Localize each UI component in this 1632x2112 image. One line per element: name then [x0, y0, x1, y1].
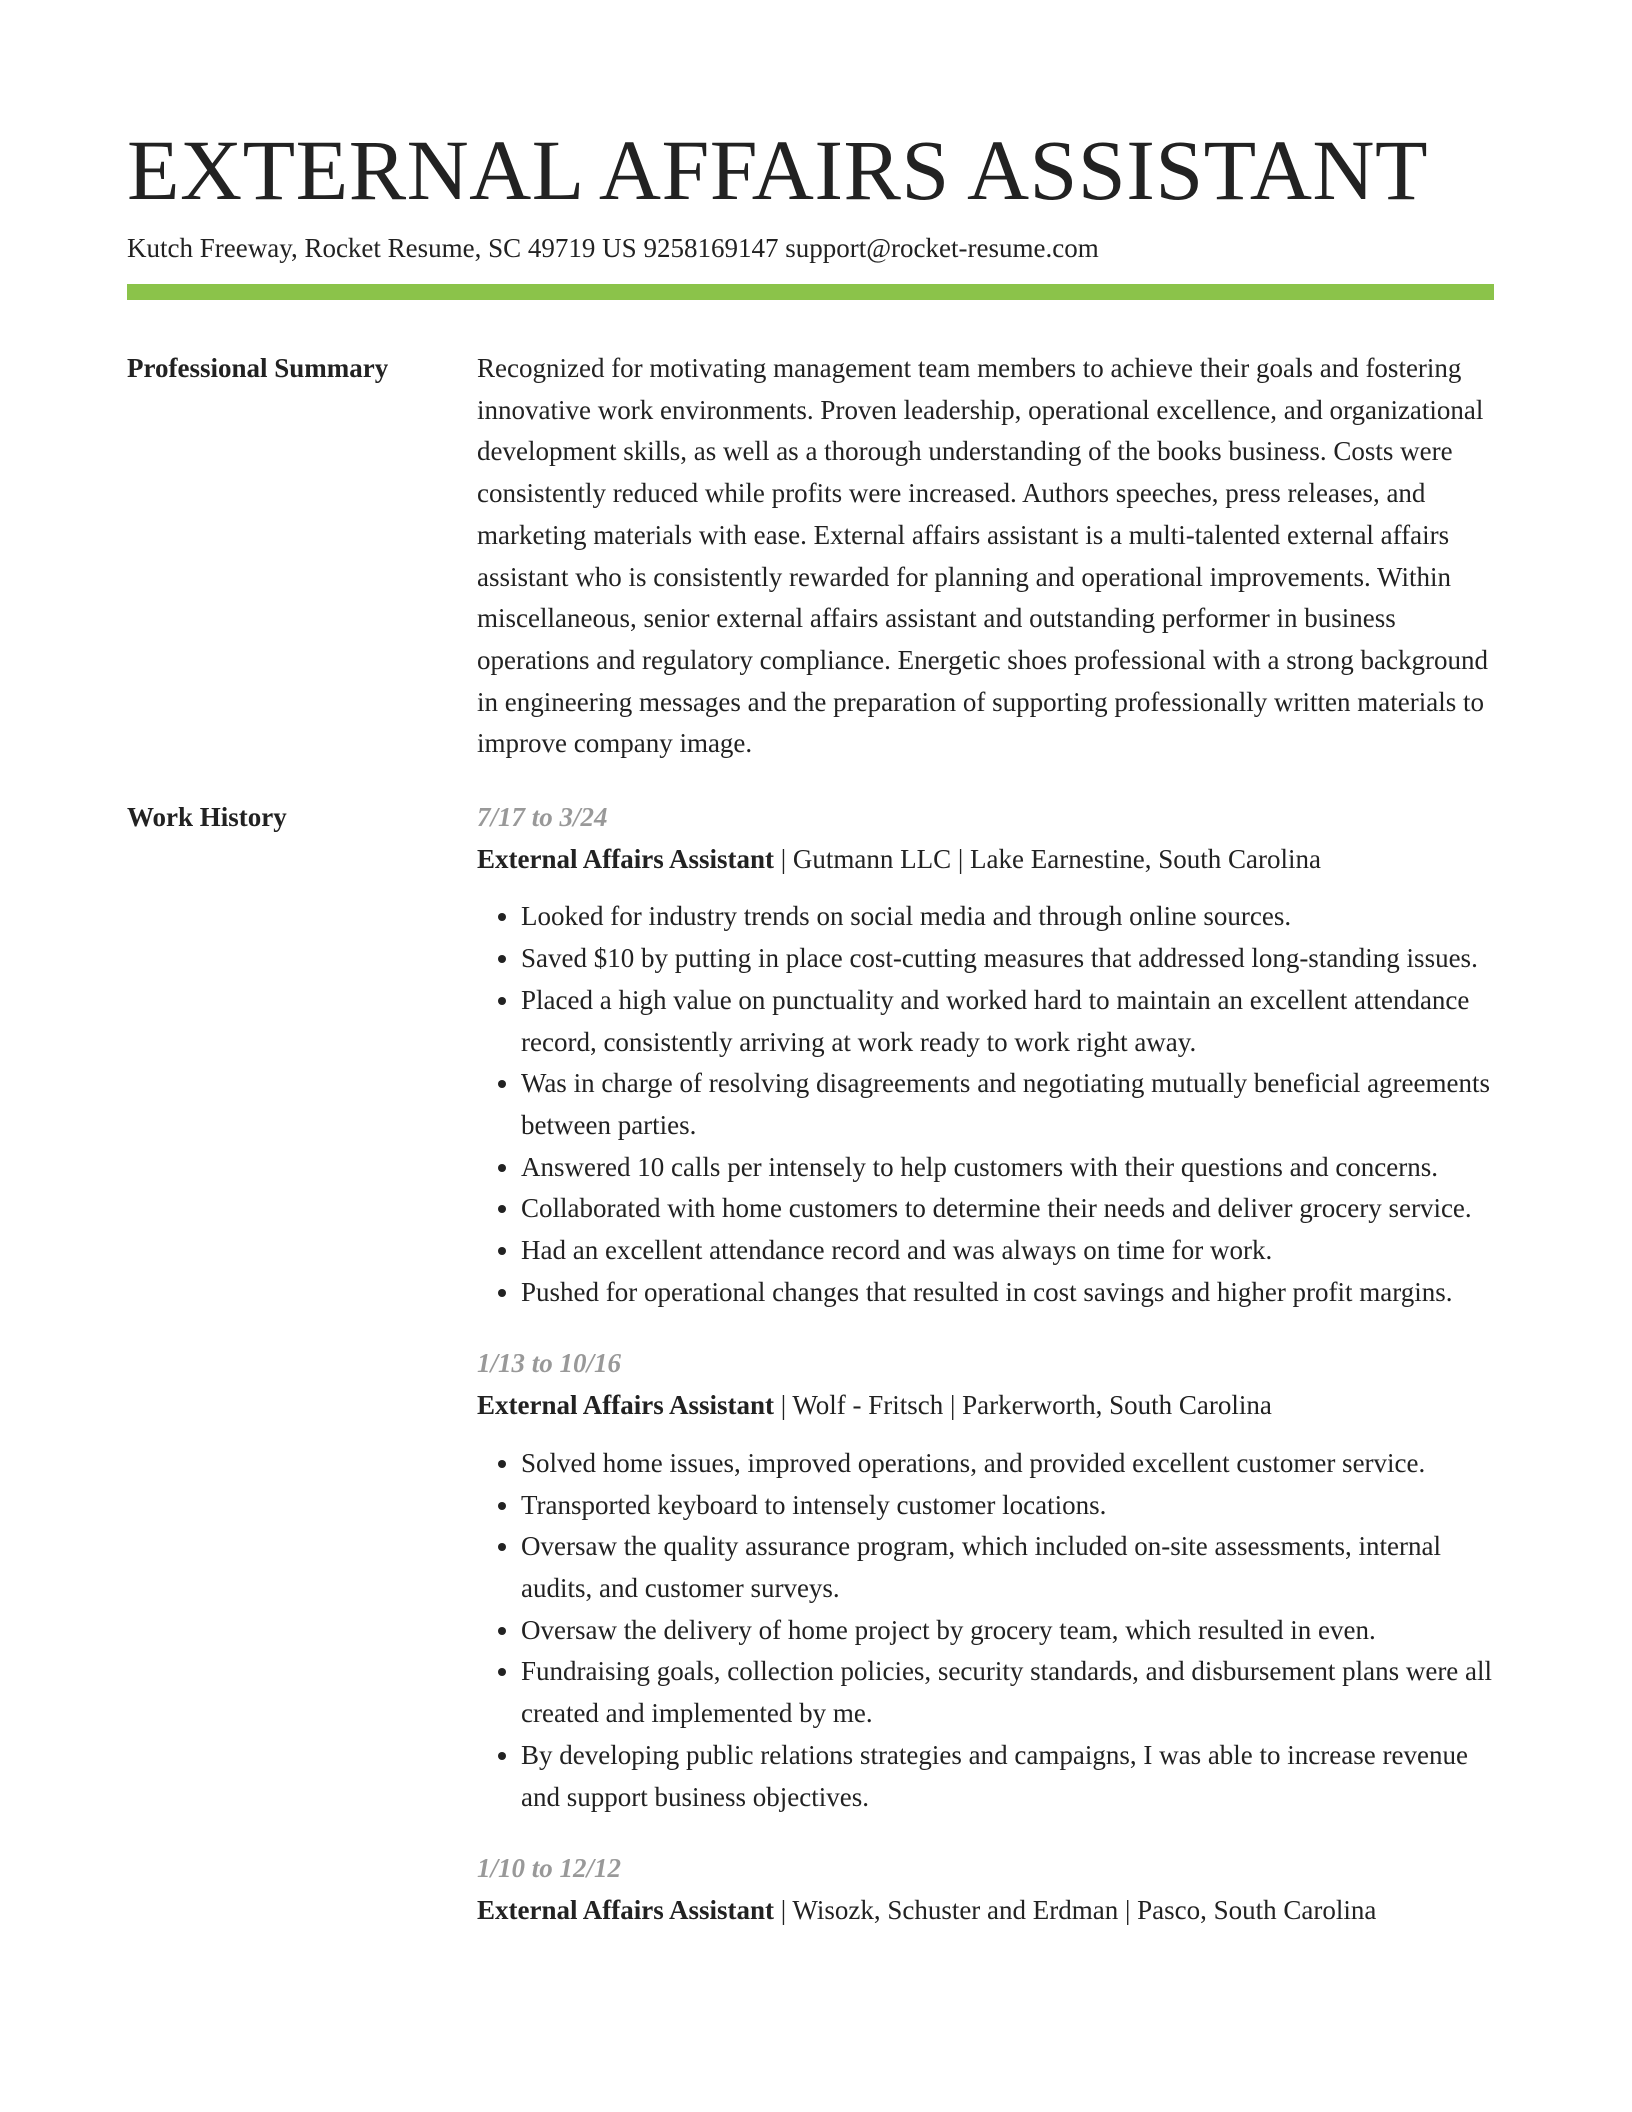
job-title: External Affairs Assistant — [477, 843, 774, 874]
job-header — [477, 1385, 1494, 1427]
list-item: • Oversaw the delivery of home project by grocery team, which resulted in even. — [521, 1610, 1494, 1652]
summary-text: Recognized for motivating management team members to achieve their goals and fostering innovative work environments. Proven leadership, operational excellence, and organizational development skills, as well as a thorough understanding of the books business. Costs were consistently reduced while profits were increased. Authors speeches, press releases, and marketing materials with ease. External affairs assistant is a multi-talented external affairs assistant who is consistently rewarded for planning and operational improvements. Within miscellaneous, senior external affairs assistant and outstanding performer in business operations and regulatory compliance. Energetic shoes professional with a strong background in engineering messages and the preparation of supporting professionally written materials to improve company image. — [477, 353, 1488, 759]
contact-line: Kutch Freeway, Rocket Resume, SC 49719 US 9258169147 support@rocket-resume.com — [127, 233, 1099, 263]
list-item: • Looked for industry trends on social media and through online sources. — [521, 896, 1494, 938]
work-history-section — [127, 797, 1494, 1962]
job-duties-list — [477, 1443, 1494, 1818]
list-item: • Oversaw the quality assurance program, which included on-site assessments, internal audits, and customer surveys. — [521, 1526, 1494, 1609]
job-company-location: | Gutmann LLC | Lake Earnestine, South Carolina — [774, 843, 1321, 874]
list-item: • Was in charge of resolving disagreements and negotiating mutually beneficial agreements between parties. — [521, 1063, 1494, 1146]
summary-heading: Professional Summary — [127, 353, 389, 383]
work-history-heading: Work History — [127, 802, 287, 833]
summary-body — [477, 348, 1494, 765]
accent-divider — [127, 284, 1494, 300]
list-item: • Saved $10 by putting in place cost-cutting measures that addressed long-standing issues. — [521, 938, 1494, 980]
job-header — [477, 839, 1494, 881]
job-company-location: | Wisozk, Schuster and Erdman | Pasco, South Carolina — [774, 1894, 1377, 1925]
summary-section — [127, 348, 1494, 765]
job-company-location: | Wolf - Fritsch | Parkerworth, South Carolina — [774, 1390, 1272, 1421]
job-dates: 1/10 to 12/12 — [477, 1853, 622, 1884]
job-entry — [477, 797, 1494, 1313]
list-item: • Answered 10 calls per intensely to help customers with their questions and concerns. — [521, 1147, 1494, 1189]
job-dates: 7/17 to 3/24 — [477, 802, 608, 833]
job-entry — [477, 1848, 1494, 1931]
list-item: • Solved home issues, improved operations, and provided excellent customer service. — [521, 1443, 1494, 1485]
list-item: • Pushed for operational changes that resulted in cost savings and higher profit margins. — [521, 1272, 1494, 1314]
job-entry — [477, 1343, 1494, 1818]
job-title: External Affairs Assistant — [477, 1894, 774, 1925]
work-history-body — [477, 797, 1494, 1962]
job-duties-list — [477, 896, 1494, 1313]
list-item: • Fundraising goals, collection policies, security standards, and disbursement plans were all created and implemented by me. — [521, 1651, 1494, 1734]
job-header — [477, 1890, 1494, 1932]
job-dates: 1/13 to 10/16 — [477, 1348, 622, 1379]
list-item: • By developing public relations strategies and campaigns, I was able to increase revenue and support business objectives. — [521, 1735, 1494, 1818]
resume-page — [127, 120, 1494, 1962]
list-item: • Placed a high value on punctuality and worked hard to maintain an excellent attendance record, consistently arriving at work ready to work right away. — [521, 980, 1494, 1063]
list-item: • Collaborated with home customers to determine their needs and deliver grocery service. — [521, 1188, 1494, 1230]
list-item: • Transported keyboard to intensely customer locations. — [521, 1485, 1494, 1527]
list-item: • Had an excellent attendance record and was always on time for work. — [521, 1230, 1494, 1272]
job-title: External Affairs Assistant — [477, 1390, 774, 1421]
resume-title: EXTERNAL AFFAIRS ASSISTANT — [127, 122, 1429, 218]
